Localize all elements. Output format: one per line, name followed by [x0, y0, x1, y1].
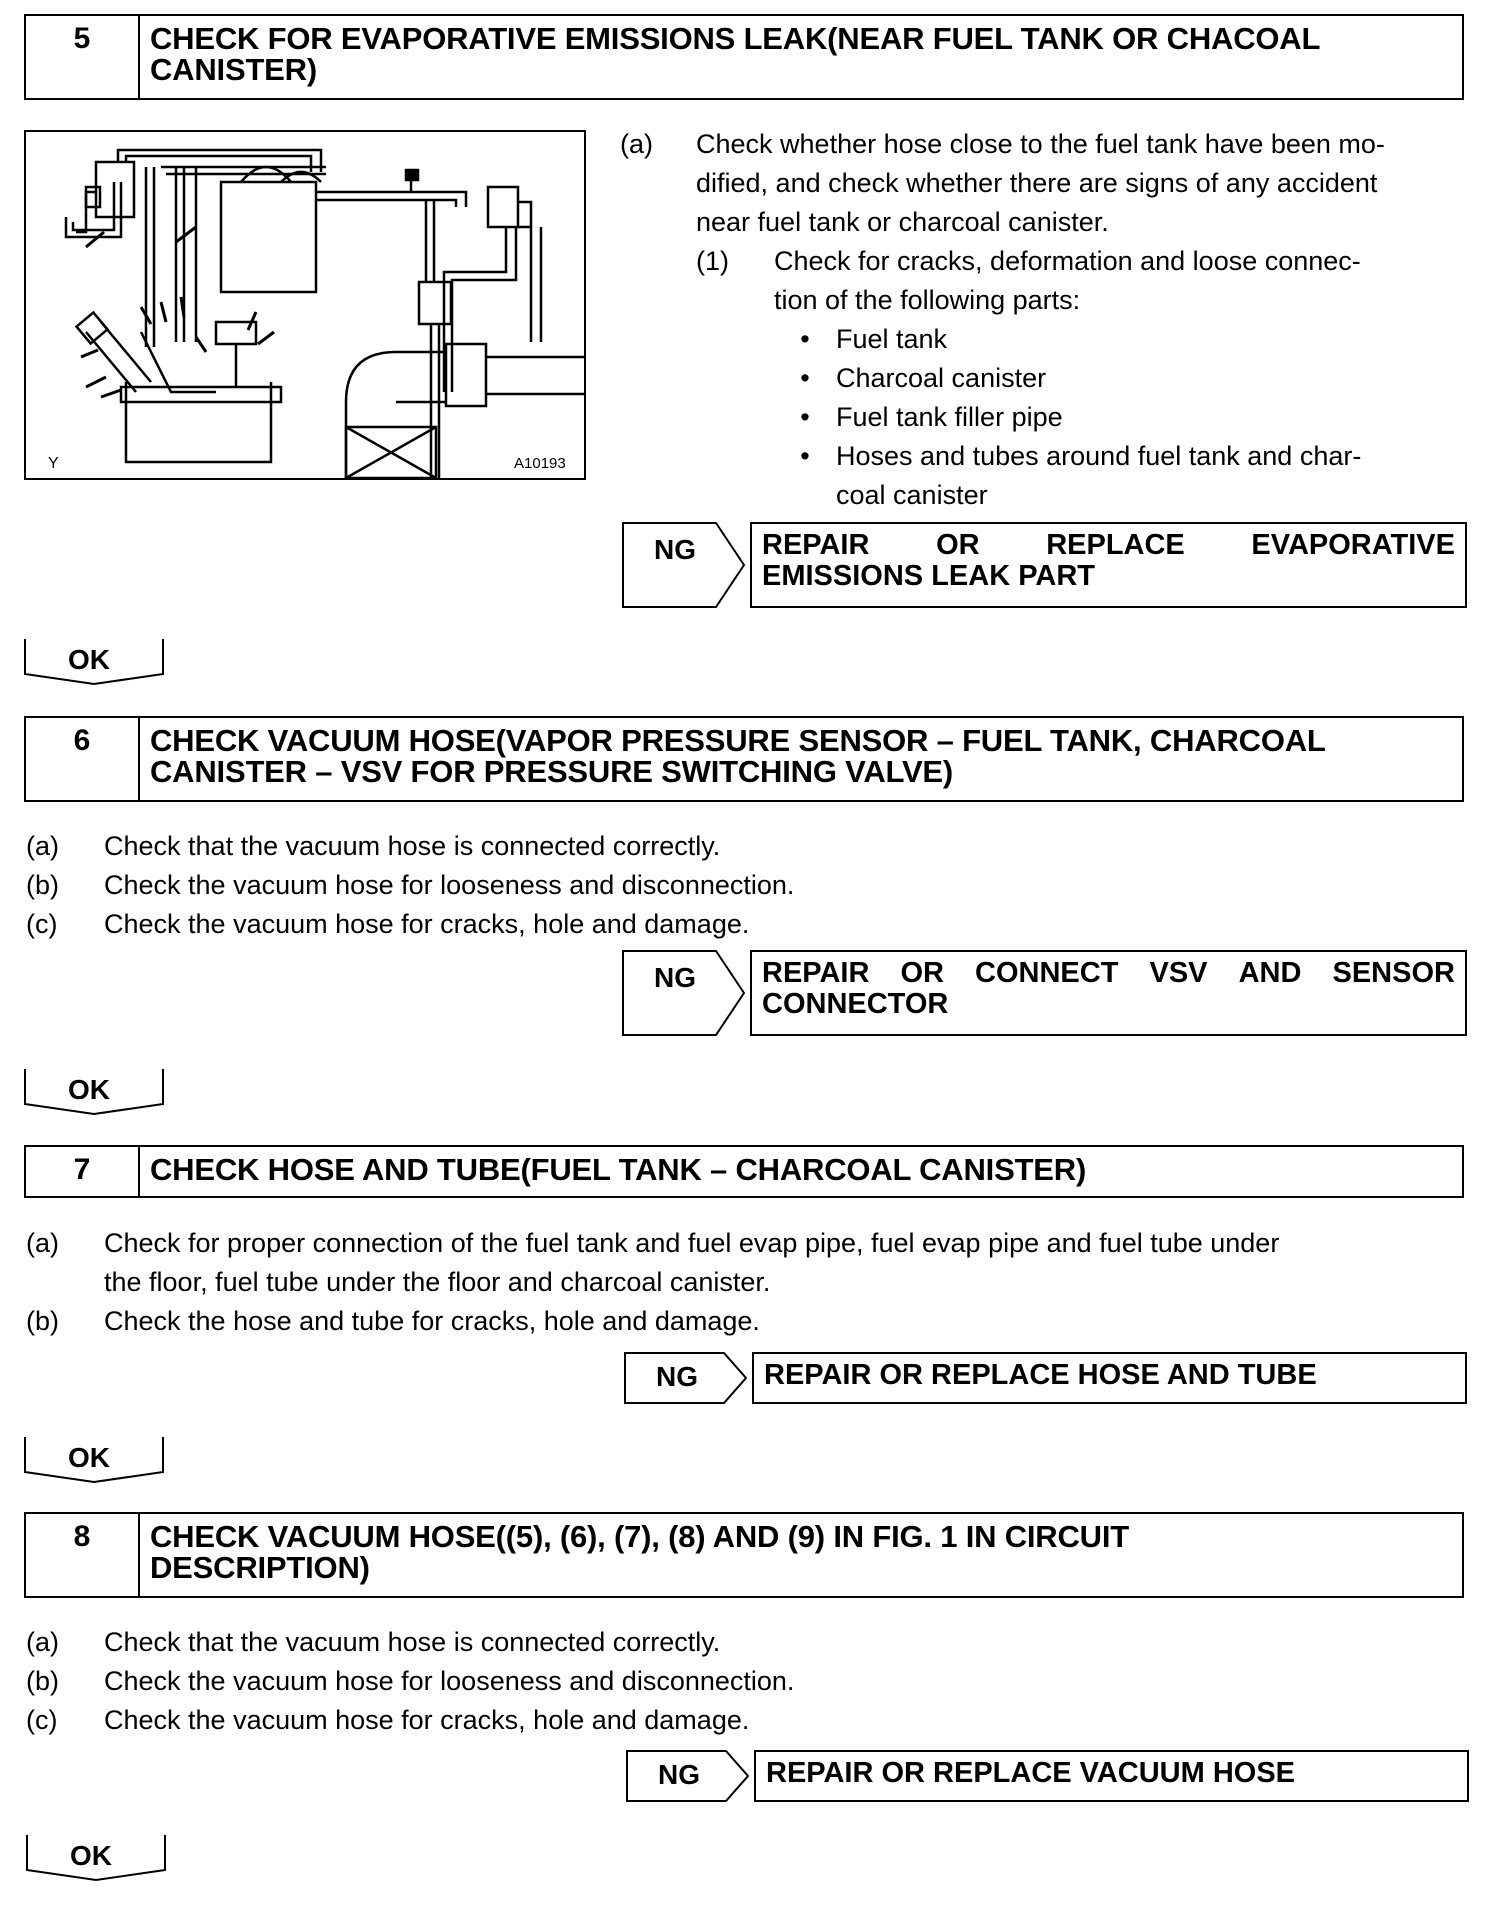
list-item: (c) Check the vacuum hose for cracks, hole and damage.: [26, 909, 750, 939]
sub-instruction-1: (1) Check for cracks, deformation and loose connec- tion of the following parts: • Fuel tank • Charcoal canister • Fuel tank filler pipe • Hoses and tubes around fuel tank and char- coal canister: [696, 242, 1470, 515]
step-title: CHECK HOSE AND TUBE(FUEL TANK – CHARCOAL CANISTER): [150, 1152, 1087, 1187]
figure-corner-label: Y: [48, 455, 59, 472]
ok-label: OK: [70, 1840, 112, 1871]
item-label: (a): [620, 129, 653, 159]
step-8-header: [24, 1512, 1464, 1598]
ng-branch: [624, 1352, 1469, 1404]
step-title: CHECK VACUUM HOSE(VAPOR PRESSURE SENSOR – FUEL TANK, CHARCOAL CANISTER – VSV FOR PRESSURE SWITCHING VALVE): [150, 723, 1326, 789]
list-item: (b) Check the hose and tube for cracks, hole and damage.: [26, 1306, 760, 1336]
ok-branch: [24, 1436, 164, 1484]
list-item: (c) Check the vacuum hose for cracks, hole and damage.: [26, 1705, 750, 1735]
list-item: (b) Check the vacuum hose for looseness and disconnection.: [26, 870, 795, 900]
ng-label: NG: [656, 1361, 698, 1392]
ng-label: NG: [658, 1759, 700, 1790]
bullet-item: coal canister: [836, 480, 988, 510]
step-6-instructions: [26, 827, 1466, 944]
list-item: (a) Check for proper connection of the fuel tank and fuel evap pipe, fuel evap pipe and fuel tube under the floor, fuel tube under the floor and charcoal canister.: [26, 1228, 1280, 1297]
ng-branch: [626, 1750, 1471, 1802]
ng-label: NG: [654, 962, 696, 993]
ng-branch: [622, 950, 1467, 1034]
ng-result-box: REPAIR OR REPLACE HOSE AND TUBE: [752, 1352, 1467, 1404]
list-item: (a) Check that the vacuum hose is connected correctly.: [26, 831, 721, 861]
ok-branch: [26, 1834, 166, 1882]
step-6-header: [24, 716, 1464, 802]
bullet-item: • Fuel tank: [800, 324, 948, 354]
step-7-instructions: [26, 1224, 1466, 1341]
fuel-system-diagram: [24, 130, 586, 480]
ng-result-box: REPAIR OR REPLACE VACUUM HOSE: [754, 1750, 1469, 1802]
ng-result-box: REPAIR OR REPLACE EVAPORATIVE EMISSIONS LEAK PART: [750, 522, 1467, 608]
step-title: CHECK FOR EVAPORATIVE EMISSIONS LEAK(NEAR FUEL TANK OR CHACOAL CANISTER): [150, 21, 1321, 87]
step-7-header: [24, 1145, 1464, 1198]
evap-system-illustration: [26, 132, 584, 478]
ok-label: OK: [68, 644, 110, 675]
bullet-item: • Fuel tank filler pipe: [800, 402, 1063, 432]
ng-branch: [622, 522, 1467, 606]
figure-id-label: A10193: [514, 455, 566, 472]
step-number: 7: [26, 1147, 140, 1196]
ok-branch: [24, 638, 164, 686]
bullet-item: • Hoses and tubes around fuel tank and char-: [800, 441, 1362, 471]
ok-label: OK: [68, 1074, 110, 1105]
list-item: (b) Check the vacuum hose for looseness and disconnection.: [26, 1666, 795, 1696]
step-number: 6: [26, 718, 140, 800]
ok-label: OK: [68, 1442, 110, 1473]
step-5-header: [24, 14, 1464, 100]
list-item: (a) Check that the vacuum hose is connected correctly.: [26, 1627, 721, 1657]
ok-branch: [24, 1068, 164, 1116]
step-title: CHECK VACUUM HOSE((5), (6), (7), (8) AND (9) IN FIG. 1 IN CIRCUIT DESCRIPTION): [150, 1519, 1130, 1585]
bullet-item: • Charcoal canister: [800, 363, 1047, 393]
step-number: 5: [26, 16, 140, 98]
step-number: 8: [26, 1514, 140, 1596]
step-8-instructions: [26, 1623, 1466, 1740]
ng-label: NG: [654, 534, 696, 565]
ng-result-box: REPAIR OR CONNECT VSV AND SENSOR CONNECTOR: [750, 950, 1467, 1036]
step-5-instruction-a: (a) Check whether hose close to the fuel tank have been mo- dified, and check whether there are signs of any accident near fuel tank or charcoal canister. (1) Check for cracks, deformation and loose connec- tion of the following parts: • Fuel tank • Charcoal canister • Fuel tank filler pipe • Hoses and tubes around fuel tank and char- coal canister: [620, 125, 1470, 515]
